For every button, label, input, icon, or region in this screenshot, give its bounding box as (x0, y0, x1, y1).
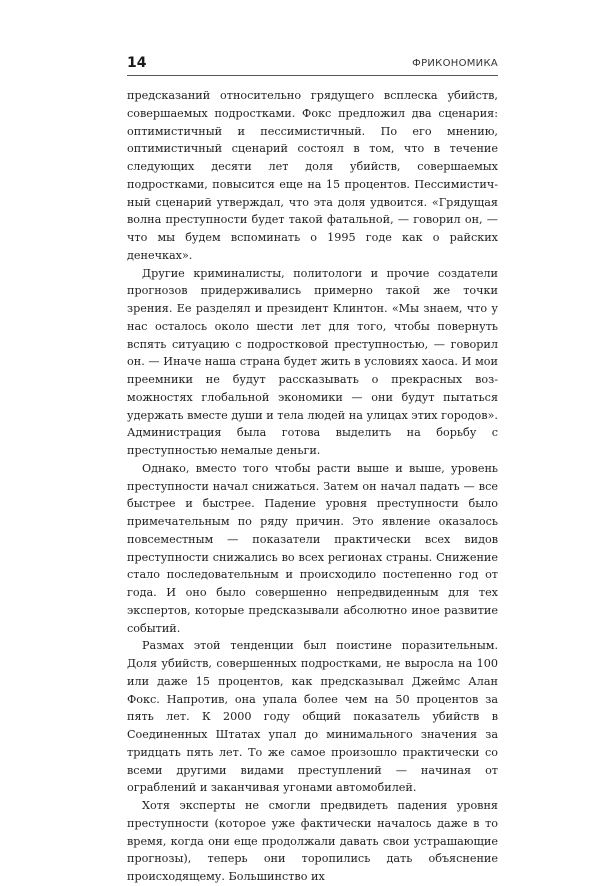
header-rule (127, 75, 498, 76)
running-title: ФРИКОНОМИКА (412, 58, 498, 69)
paragraph-4: Размах этой тенденции был поистине поразительным. Доля убийств, совершенных подростками, не выросла на 100 или даже 15 процентов, как предсказывал Джеймс Алан Фокс. Напротив, она упала более чем на 50 процентов за пять лет. К 2000 году общий показатель убийств в Соединенных Штатах упал до минимального значения за тридцать пять лет. То же самое произошло практически со всеми другими видами преступлений — начиная от ограблений и заканчивая угонами автомобилей. (127, 639, 498, 795)
paragraph-2: Другие криминалисты, политологи и прочие создатели прогнозов придерживались примерно такой же точки зрения. Ее разделял и президент Клинтон. «Мы знаем, что у нас осталось около шести лет для того, чтобы повернуть вспять ситуацию с подростковой преступностью, — говорил он. — Иначе наша страна будет жить в условиях хаоса. И мои преемники не будут рассказывать о прекрасных возможностях глобальной экономики — они будут пытаться удержать вместе души и тела людей на улицах этих городов». Администрация была готова выделить на борьбу с преступностью немалые деньги. (127, 266, 498, 457)
page-number: 14 (127, 55, 147, 71)
body-text (127, 87, 498, 886)
paragraph-3: Однако, вместо того чтобы расти выше и выше, уровень преступности начал снижаться. Затем он начал падать — все быстрее и быстрее. Падение уровня преступности было примечательным по ряду причин. Это явление оказалось повсеместным — показатели практически всех видов преступности снижались во всех регионах страны. Снижение стало последовательным и происходило постепенно год от года. И оно было совершенно непредвиденным для тех экспертов, которые предсказывали абсолютно иное развитие событий. (127, 461, 498, 635)
page-header (127, 55, 498, 75)
paragraph-1: предсказаний относительно грядущего всплеска убийств, совершаемых подростками. Фокс предложил два сценария: оптимистичный и пессимистичный. По его мнению, оптимистичный сценарий состоял в том, что в течение следующих десяти лет доля убийств, совершаемых подростками, повысится еще на 15 процентов. Пессимистичный сценарий утверждал, что эта доля удвоится. «Грядущая волна преступности будет такой фатальной, — говорил он, — что мы будем вспоминать о 1995 годе как о райских денечках». (127, 89, 498, 262)
paragraph-5: Хотя эксперты не смогли предвидеть падения уровня преступности (которое уже фактически началось даже в то время, когда они еще продолжали давать свои устрашающие прогнозы), теперь они торопились дать объяснение происходящему. Большинство их (127, 799, 498, 883)
